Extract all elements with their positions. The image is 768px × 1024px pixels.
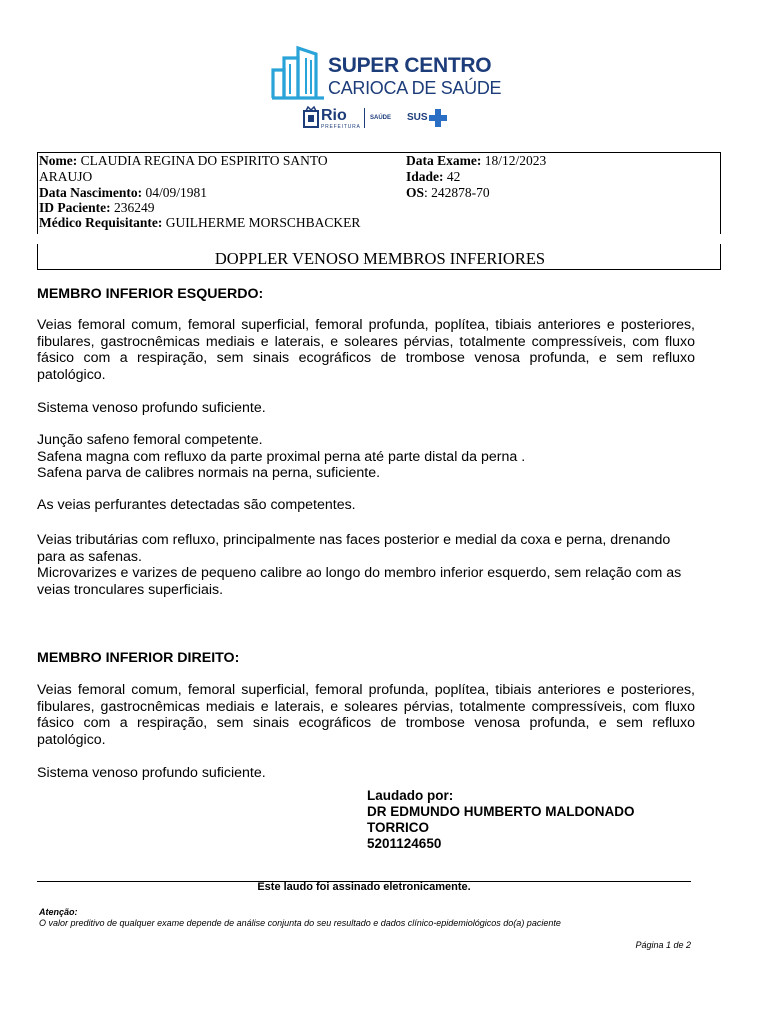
birth-date: Data Nascimento: 04/09/1981 — [39, 185, 207, 200]
left-limb-line-3b: Safena magna com refluxo da parte proximal perna até parte distal da perna . — [37, 449, 526, 465]
left-limb-paragraph-6: Microvarizes e varizes de pequeno calibre ao longo do membro inferior esquerdo, sem relação com as veias tronculares superficiais. — [37, 565, 682, 598]
exam-title: DOPPLER VENOSO MEMBROS INFERIORES — [214, 249, 546, 268]
electronic-signature-note: Este laudo foi assinado eletronicamente. — [257, 881, 471, 893]
requesting-doctor: Médico Requisitante: GUILHERME MORSCHBACKER — [39, 215, 361, 230]
right-limb-heading: MEMBRO INFERIOR DIREITO: — [37, 650, 240, 666]
left-limb-paragraph-4: As veias perfurantes detectadas são competentes. — [37, 497, 356, 513]
left-limb-heading: MEMBRO INFERIOR ESQUERDO: — [37, 286, 264, 302]
order-number: OS: 242878-70 — [406, 185, 490, 200]
attention-label: Atenção: — [39, 907, 78, 917]
patient-name: Nome: CLAUDIA REGINA DO ESPIRITO SANTO — [39, 153, 328, 168]
right-limb-paragraph-2: Sistema venoso profundo suficiente. — [37, 765, 266, 781]
radiologist-name-line2: TORRICO — [367, 820, 430, 835]
partner-logos — [303, 104, 453, 132]
building-icon — [270, 40, 326, 100]
signed-by-label: Laudado por: — [367, 788, 454, 803]
left-limb-line-3a: Junção safeno femoral competente. — [37, 432, 263, 448]
page-number: Página 1 de 2 — [635, 940, 691, 950]
brand-title-line2: CARIOCA DE SAÚDE — [328, 78, 502, 98]
patient-age: Idade: 42 — [406, 169, 461, 184]
logo-divider — [364, 108, 365, 128]
exam-date: Data Exame: 18/12/2023 — [406, 153, 547, 168]
radiologist-registration: 5201124650 — [367, 836, 442, 851]
radiologist-name-line1: DR EDMUNDO HUMBERTO MALDONADO — [367, 804, 635, 819]
left-limb-line-3c: Safena parva de calibres normais na perna, suficiente. — [37, 465, 381, 481]
right-limb-paragraph-1: Veias femoral comum, femoral superficial, femoral profunda, poplítea, tibiais anteriores e posteriores, fibulares, gastrocnêmicas mediais e laterais, e soleares pérvias, totalmente compressíveis, com fluxo fásico com a respiração, sem sinais ecográficos de trombose venosa profunda, e sem refluxo patológico. — [37, 682, 695, 748]
super-centro-logo — [270, 40, 502, 100]
brand-title-line1: SUPER CENTRO — [328, 54, 492, 77]
left-limb-paragraph-2: Sistema venoso profundo suficiente. — [37, 400, 266, 416]
rio-emblem-icon — [303, 106, 319, 128]
rio-logo-text: Rio — [321, 107, 347, 124]
left-limb-paragraph-5: Veias tributárias com refluxo, principalmente nas faces posterior e medial da coxa e perna, drenando para as safenas. — [37, 532, 671, 565]
sus-logo-text: SUS — [407, 112, 428, 123]
attention-text: O valor preditivo de qualquer exame depende de análise conjunta do seu resultado e dados clínico-epidemiológicos do(a) paciente — [39, 918, 561, 928]
patient-id: ID Paciente: 236249 — [39, 200, 155, 215]
saude-text: SAÚDE — [370, 115, 392, 121]
exam-title-box — [37, 244, 721, 270]
left-limb-paragraph-1: Veias femoral comum, femoral superficial, femoral profunda, poplítea, tibiais anteriores e posteriores, fibulares, gastrocnêmicas mediais e laterais, e soleares pérvias, totalmente compressíveis, com fluxo fásico com a respiração, sem sinais ecográficos de trombose venosa profunda, e sem refluxo patológico. — [37, 317, 695, 383]
prefeitura-text: PREFEITURA — [321, 124, 361, 130]
sus-cross-icon — [429, 109, 447, 127]
patient-name-cont: ARAUJO — [39, 169, 93, 184]
